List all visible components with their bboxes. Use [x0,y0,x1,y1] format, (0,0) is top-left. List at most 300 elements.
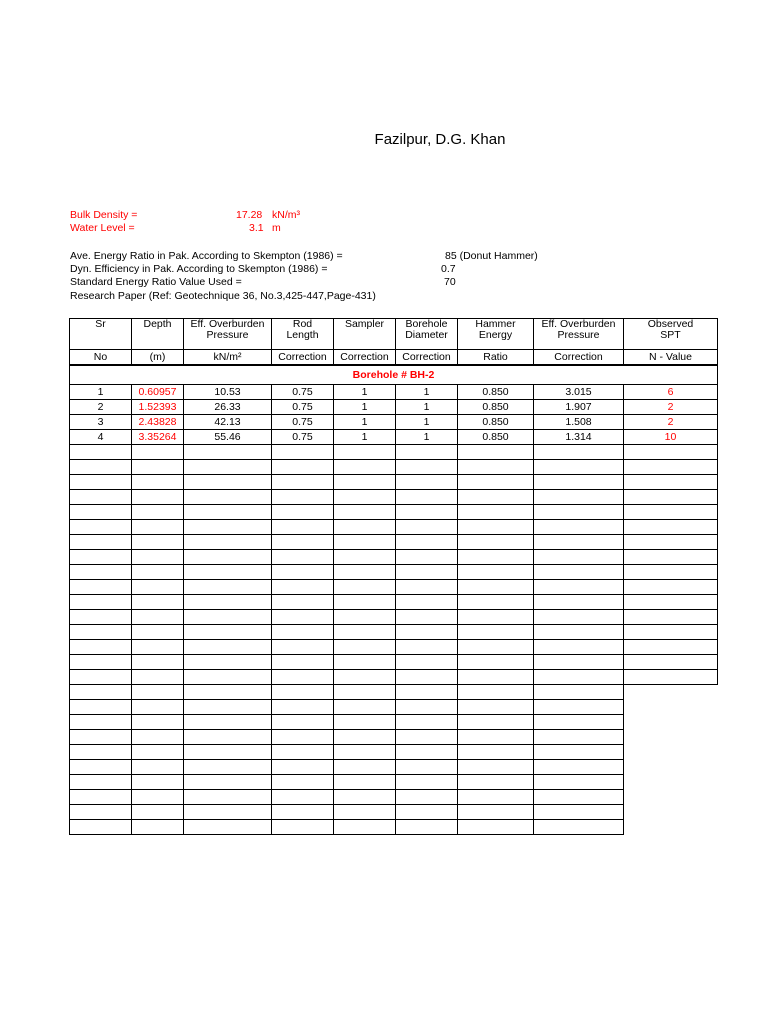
depth-cell: 1.52393 [132,400,184,415]
empty-cell [184,445,272,460]
empty-row [70,715,718,730]
empty-cell [458,805,534,820]
empty-cell [70,520,132,535]
empty-cell [458,475,534,490]
empty-cell [458,670,534,685]
table-cell: 0.850 [458,385,534,400]
empty-cell [334,625,396,640]
empty-cell [624,475,718,490]
empty-cell [458,790,534,805]
note-dyn-efficiency-label: Dyn. Efficiency in Pak. According to Skempton (1986) = [70,263,328,275]
empty-row [70,565,718,580]
empty-cell [334,505,396,520]
empty-cell [70,610,132,625]
empty-cell [132,535,184,550]
empty-cell [396,625,458,640]
empty-cell [396,685,458,700]
empty-cell [132,475,184,490]
table-cell: 1 [396,415,458,430]
empty-cell [272,640,334,655]
empty-cell [132,655,184,670]
empty-cell [458,445,534,460]
empty-cell [70,505,132,520]
page-title: Fazilpur, D.G. Khan [374,131,506,148]
empty-cell [534,565,624,580]
table-row [70,415,718,430]
empty-cell [70,535,132,550]
table-cell: 0.75 [272,415,334,430]
empty-cell [272,655,334,670]
empty-cell [534,775,624,790]
note-research-paper: Research Paper (Ref: Geotechnique 36, No.3,425-447,Page-431) [70,290,376,302]
empty-cell [132,700,184,715]
empty-cell [534,790,624,805]
empty-cell [184,565,272,580]
empty-row [70,745,718,760]
table-cell: 1 [334,430,396,445]
empty-cell [624,670,718,685]
empty-cell [624,685,718,700]
note-energy-ratio-value: 85 (Donut Hammer) [445,250,538,262]
empty-cell [624,775,718,790]
empty-cell [458,520,534,535]
empty-cell [272,805,334,820]
water-level-unit: m [272,222,281,234]
empty-cell [132,775,184,790]
header-top-cell: Sampler [334,319,396,350]
empty-cell [132,685,184,700]
empty-cell [70,670,132,685]
table-cell: 1 [396,430,458,445]
empty-cell [534,715,624,730]
empty-cell [70,805,132,820]
empty-cell [184,505,272,520]
header-top-cell: Eff. Overburden Pressure [184,319,272,350]
table-cell: 4 [70,430,132,445]
empty-cell [70,475,132,490]
empty-cell [396,745,458,760]
table-cell: 10.53 [184,385,272,400]
empty-cell [184,640,272,655]
table-cell: 3 [70,415,132,430]
empty-row [70,805,718,820]
empty-cell [70,565,132,580]
empty-cell [624,640,718,655]
header-bottom-cell: No [70,350,132,366]
empty-cell [334,550,396,565]
empty-cell [396,490,458,505]
empty-cell [184,670,272,685]
empty-cell [534,460,624,475]
empty-cell [272,670,334,685]
empty-cell [132,565,184,580]
empty-cell [70,790,132,805]
empty-cell [624,580,718,595]
empty-cell [272,700,334,715]
empty-cell [396,805,458,820]
empty-cell [624,715,718,730]
empty-cell [534,445,624,460]
empty-cell [396,730,458,745]
water-level-label: Water Level = [70,222,135,234]
empty-cell [396,670,458,685]
bulk-density-unit: kN/m³ [272,209,300,221]
empty-cell [624,595,718,610]
empty-cell [624,550,718,565]
empty-cell [534,580,624,595]
note-standard-energy-label: Standard Energy Ratio Value Used = [70,276,242,288]
empty-cell [534,625,624,640]
empty-cell [624,625,718,640]
empty-cell [334,715,396,730]
empty-row [70,490,718,505]
borehole-label: Borehole # BH-2 [70,365,718,385]
empty-cell [132,805,184,820]
empty-cell [396,520,458,535]
empty-cell [624,805,718,820]
empty-cell [458,745,534,760]
empty-cell [396,610,458,625]
table-cell: 55.46 [184,430,272,445]
table-cell: 0.850 [458,430,534,445]
empty-cell [534,760,624,775]
empty-cell [272,790,334,805]
empty-cell [396,565,458,580]
header-top-cell: Borehole Diameter [396,319,458,350]
empty-cell [334,775,396,790]
empty-row [70,535,718,550]
empty-cell [458,460,534,475]
empty-cell [184,460,272,475]
empty-cell [132,520,184,535]
empty-cell [624,760,718,775]
empty-cell [132,715,184,730]
empty-cell [272,550,334,565]
empty-cell [396,715,458,730]
empty-cell [534,655,624,670]
empty-cell [132,445,184,460]
borehole-row [70,365,718,385]
empty-cell [184,715,272,730]
empty-row [70,640,718,655]
empty-cell [534,490,624,505]
empty-cell [184,535,272,550]
empty-cell [458,535,534,550]
empty-cell [624,445,718,460]
header-bottom-cell: Correction [396,350,458,366]
empty-cell [458,655,534,670]
empty-cell [132,580,184,595]
empty-cell [624,565,718,580]
empty-cell [70,550,132,565]
empty-cell [184,805,272,820]
empty-cell [272,730,334,745]
empty-cell [534,730,624,745]
empty-cell [534,610,624,625]
empty-cell [272,625,334,640]
header-bottom-cell: (m) [132,350,184,366]
header-top-cell: Sr [70,319,132,350]
empty-row [70,595,718,610]
empty-cell [70,460,132,475]
empty-cell [70,730,132,745]
empty-cell [334,610,396,625]
header-top-cell: Rod Length [272,319,334,350]
empty-cell [396,640,458,655]
table-row [70,400,718,415]
empty-cell [458,625,534,640]
empty-cell [184,580,272,595]
empty-cell [534,475,624,490]
empty-row [70,625,718,640]
empty-cell [334,565,396,580]
empty-cell [272,520,334,535]
empty-row [70,445,718,460]
empty-cell [396,475,458,490]
empty-cell [132,610,184,625]
water-level-value: 3.1 [249,222,264,234]
empty-cell [132,670,184,685]
empty-cell [458,685,534,700]
table-cell: 2 [70,400,132,415]
empty-cell [458,700,534,715]
header-top-cell: Observed SPT [624,319,718,350]
note-standard-energy-value: 70 [444,276,456,288]
depth-cell: 0.60957 [132,385,184,400]
empty-cell [334,805,396,820]
empty-cell [334,700,396,715]
spt-value-cell: 2 [624,400,718,415]
empty-cell [334,460,396,475]
empty-row [70,685,718,700]
empty-cell [272,505,334,520]
table-cell: 26.33 [184,400,272,415]
empty-cell [334,595,396,610]
empty-cell [534,805,624,820]
empty-cell [396,655,458,670]
header-bottom-cell: kN/m² [184,350,272,366]
empty-cell [132,550,184,565]
empty-cell [534,745,624,760]
empty-cell [396,595,458,610]
empty-cell [396,700,458,715]
empty-cell [70,700,132,715]
empty-cell [534,535,624,550]
empty-cell [534,520,624,535]
empty-cell [132,730,184,745]
empty-cell [70,445,132,460]
empty-cell [70,745,132,760]
table-cell: 1 [334,385,396,400]
empty-cell [132,625,184,640]
empty-row [70,775,718,790]
empty-cell [272,565,334,580]
empty-cell [534,670,624,685]
empty-cell [272,580,334,595]
empty-cell [184,595,272,610]
empty-cell [534,820,624,835]
empty-cell [534,595,624,610]
empty-cell [534,640,624,655]
empty-cell [184,760,272,775]
empty-cell [184,655,272,670]
empty-cell [534,700,624,715]
header-top-cell: Eff. Overburden Pressure [534,319,624,350]
empty-cell [334,520,396,535]
empty-cell [70,640,132,655]
empty-cell [70,685,132,700]
empty-cell [184,700,272,715]
empty-cell [624,790,718,805]
table-cell: 0.75 [272,430,334,445]
empty-cell [70,820,132,835]
table-cell: 3.015 [534,385,624,400]
empty-cell [458,490,534,505]
empty-cell [132,595,184,610]
empty-cell [70,595,132,610]
spt-value-cell: 10 [624,430,718,445]
empty-row [70,700,718,715]
empty-cell [132,460,184,475]
empty-cell [458,565,534,580]
empty-cell [272,490,334,505]
empty-cell [184,610,272,625]
empty-cell [132,820,184,835]
empty-cell [334,655,396,670]
empty-cell [272,475,334,490]
empty-row [70,730,718,745]
depth-cell: 3.35264 [132,430,184,445]
empty-cell [458,760,534,775]
empty-cell [624,535,718,550]
empty-cell [534,550,624,565]
empty-cell [624,505,718,520]
empty-cell [458,550,534,565]
table-cell: 1 [70,385,132,400]
empty-cell [184,730,272,745]
table-cell: 0.850 [458,415,534,430]
empty-cell [458,580,534,595]
empty-cell [396,790,458,805]
table-cell: 1.508 [534,415,624,430]
table-cell: 1 [334,400,396,415]
empty-cell [334,445,396,460]
table-cell: 1.314 [534,430,624,445]
empty-cell [396,445,458,460]
note-dyn-efficiency-value: 0.7 [441,263,456,275]
header-bottom-cell: N - Value [624,350,718,366]
empty-cell [70,715,132,730]
empty-cell [624,460,718,475]
empty-cell [458,505,534,520]
empty-cell [624,655,718,670]
empty-cell [334,760,396,775]
empty-row [70,670,718,685]
empty-cell [272,535,334,550]
empty-row [70,475,718,490]
spt-value-cell: 2 [624,415,718,430]
empty-cell [624,820,718,835]
table-row [70,430,718,445]
empty-row [70,520,718,535]
table-cell: 0.75 [272,385,334,400]
empty-cell [396,505,458,520]
empty-cell [132,640,184,655]
header-top-cell: Hammer Energy [458,319,534,350]
empty-cell [396,535,458,550]
empty-cell [534,685,624,700]
empty-cell [132,760,184,775]
empty-cell [334,490,396,505]
empty-cell [334,580,396,595]
bulk-density-value: 17.28 [236,209,263,221]
empty-cell [70,580,132,595]
empty-cell [458,775,534,790]
depth-cell: 2.43828 [132,415,184,430]
table-cell: 1 [396,400,458,415]
empty-cell [396,820,458,835]
empty-cell [70,760,132,775]
empty-cell [184,775,272,790]
empty-cell [272,760,334,775]
empty-cell [624,700,718,715]
empty-row [70,505,718,520]
empty-cell [624,490,718,505]
table-cell: 42.13 [184,415,272,430]
empty-cell [70,625,132,640]
table-row [70,385,718,400]
empty-cell [334,685,396,700]
table-cell: 0.850 [458,400,534,415]
empty-cell [458,730,534,745]
empty-cell [334,640,396,655]
empty-cell [534,505,624,520]
empty-row [70,460,718,475]
empty-row [70,655,718,670]
empty-cell [272,745,334,760]
empty-cell [396,460,458,475]
empty-cell [334,475,396,490]
header-bottom-cell: Correction [272,350,334,366]
empty-cell [272,715,334,730]
table-cell: 0.75 [272,400,334,415]
empty-cell [132,745,184,760]
empty-cell [272,445,334,460]
empty-cell [334,670,396,685]
table-cell: 1 [396,385,458,400]
empty-cell [396,550,458,565]
empty-cell [272,775,334,790]
header-bottom-cell: Correction [534,350,624,366]
note-energy-ratio-label: Ave. Energy Ratio in Pak. According to Skempton (1986) = [70,250,343,262]
empty-row [70,580,718,595]
empty-row [70,790,718,805]
spt-value-cell: 6 [624,385,718,400]
empty-cell [458,610,534,625]
empty-cell [70,490,132,505]
empty-cell [184,820,272,835]
header-row-bottom [70,350,718,366]
empty-cell [184,625,272,640]
empty-cell [458,820,534,835]
spt-table-body [70,319,718,835]
empty-cell [334,730,396,745]
empty-row [70,550,718,565]
table-cell: 1 [334,415,396,430]
empty-cell [272,595,334,610]
empty-cell [624,610,718,625]
bulk-density-label: Bulk Density = [70,209,138,221]
